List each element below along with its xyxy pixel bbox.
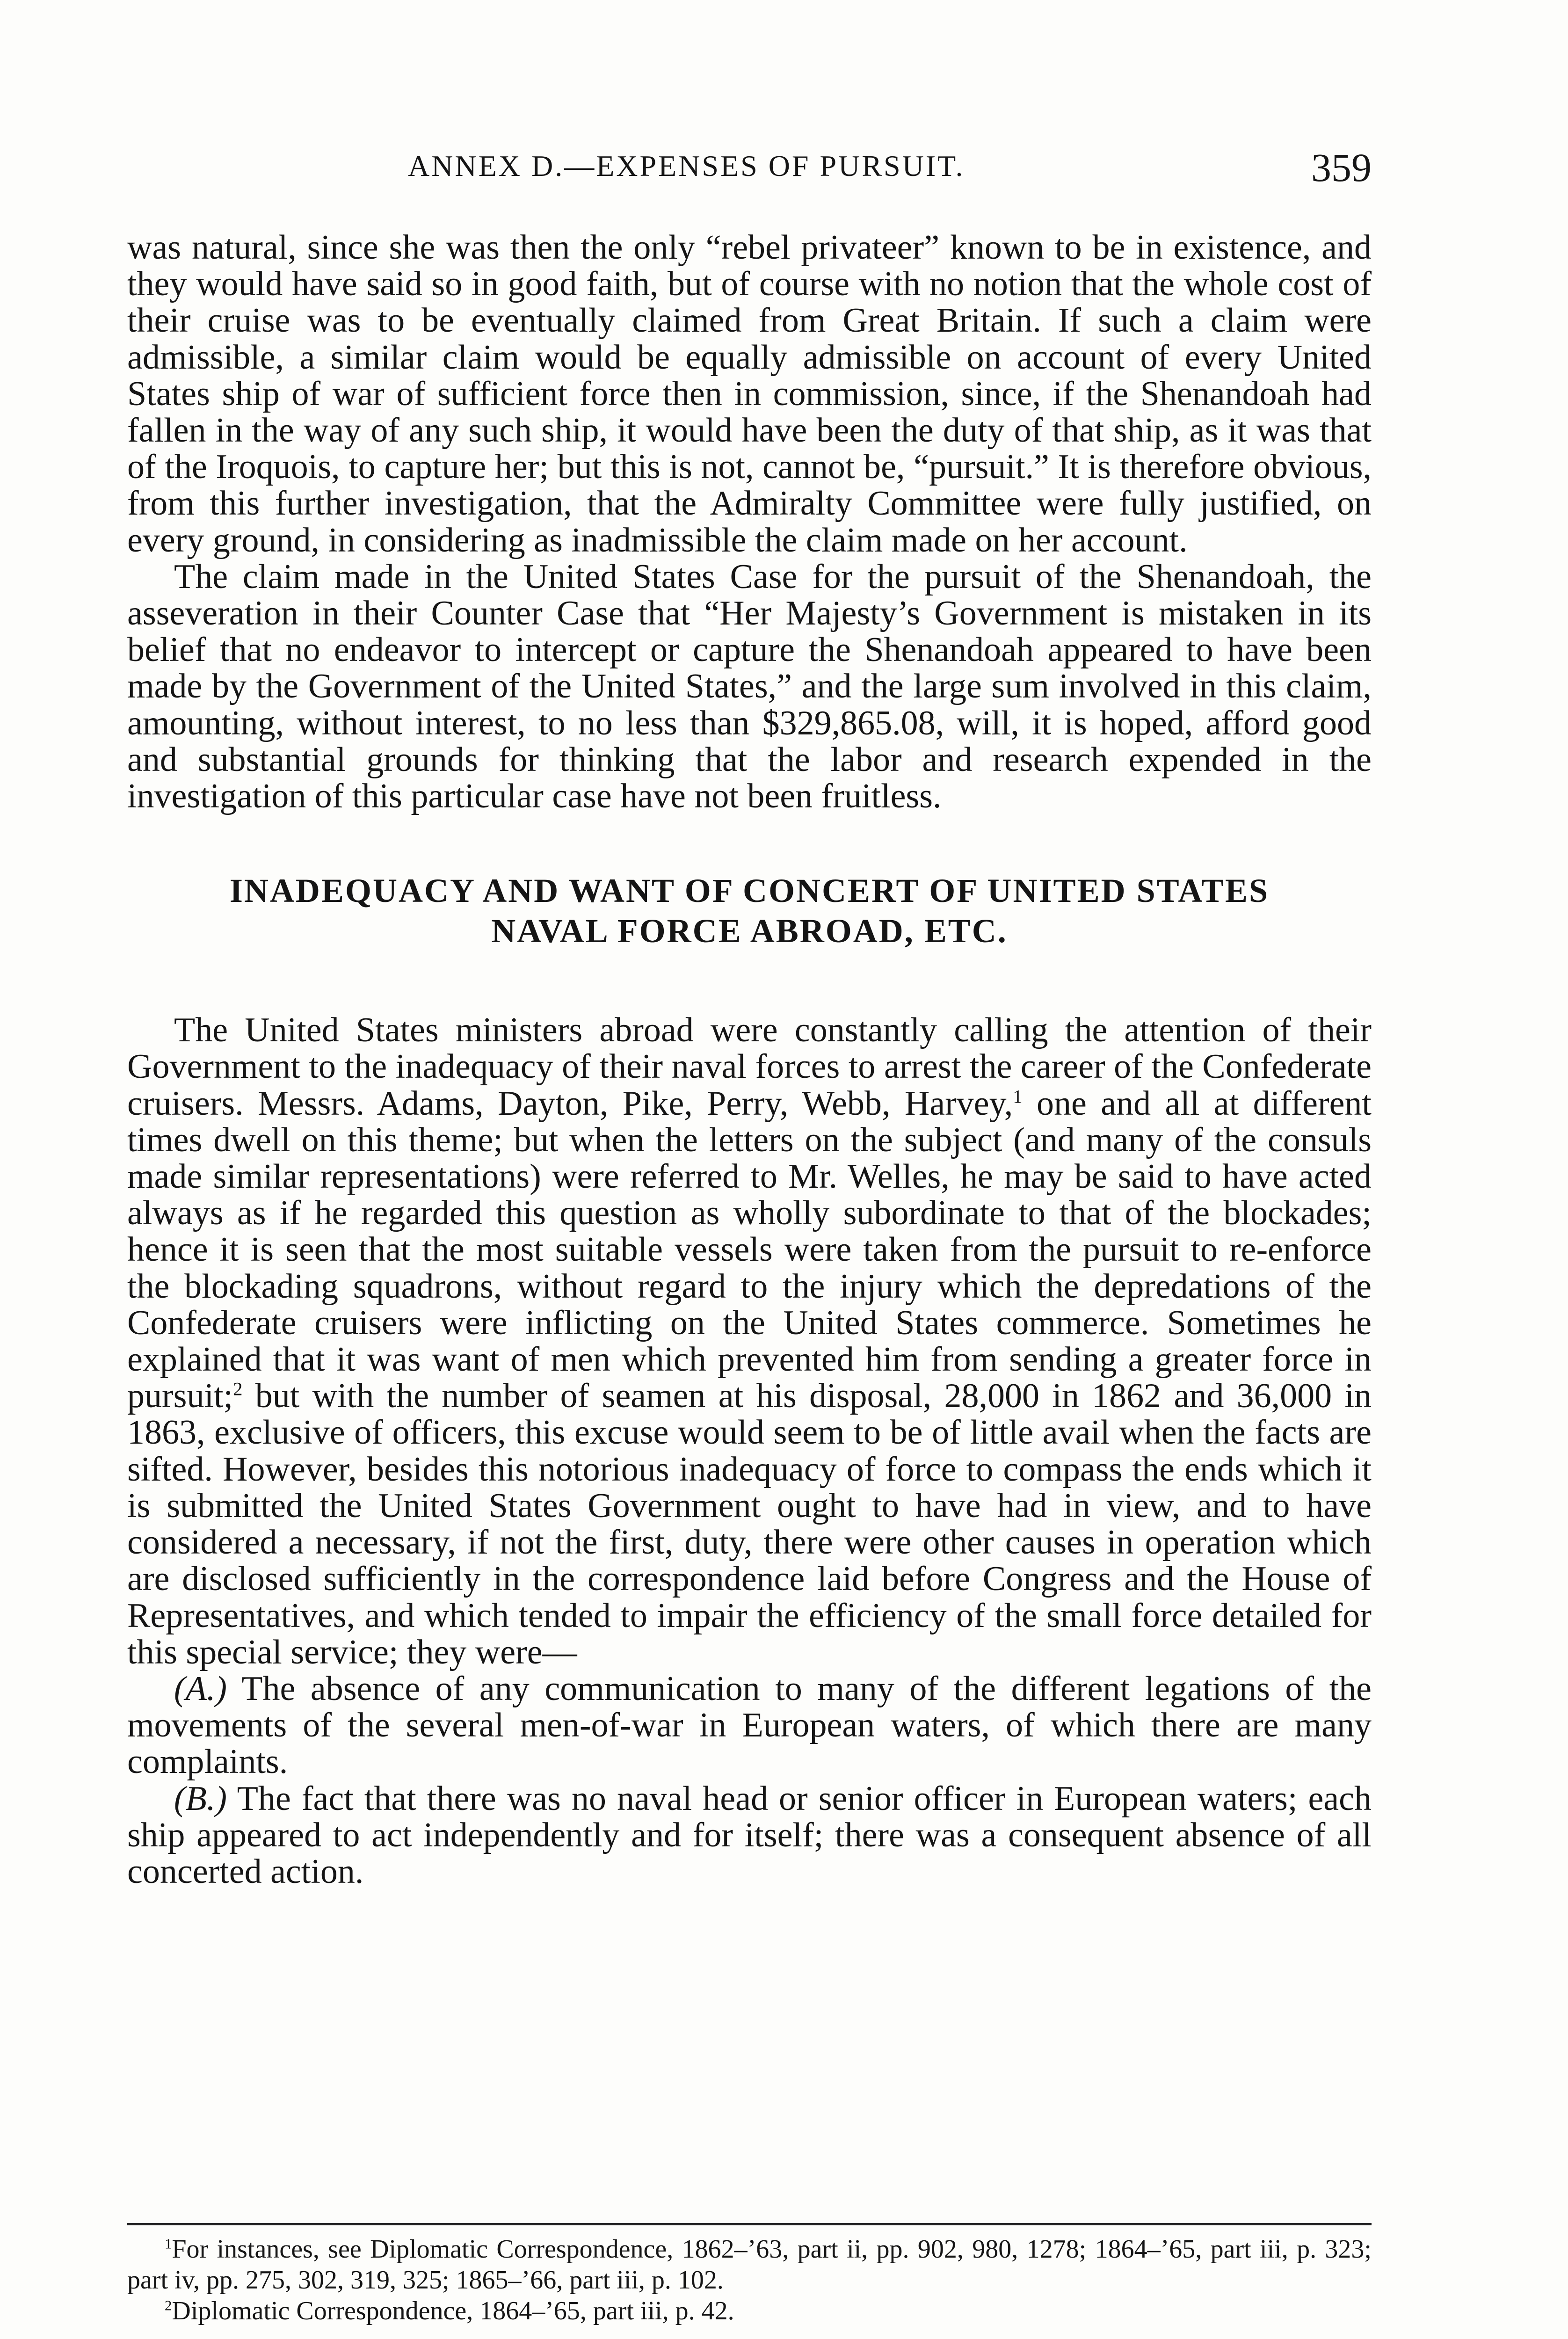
paragraph-shenandoah-claim: The claim made in the United States Case for the pursuit of the Shenandoah, the asseveration in their Counter Case that “Her Majesty’s Government is mistaken in its belief that no endeavor to intercept or capture the Shenandoah appeared to have been made by the Government of the United States,” and the large sum involved in this claim, amounting, without interest, to no less than $329,865.08, will, it is hoped, afford good and substantial grounds for thinking that the labor and research expended in the investigation of this particular case have not been fruitless. [127,557,1372,816]
footnotes [127,2223,1372,2326]
section-heading [127,871,1372,951]
paragraph-text: one and all at different times dwell on this theme; but when the letters on the subject (and many of the consuls made similar representations) were referred to Mr. Welles, he may be said to have acted always as if he regarded this question as wholly subordinate to that of the blockades; hence it is seen that the most suitable vessels were taken from the pursuit to re-enforce the blockading squadrons, without regard to the injury which the depredations of the Confederate cruisers were inflicting on the United States commerce. Sometimes he explained that it was want of men which prevented him from sending a greater force in pursuit; [127,1084,1372,1416]
paragraph-naval-inadequacy [127,1012,1372,1671]
running-head [127,145,1372,200]
footnote-mark-1: 1 [165,2236,172,2252]
footnote-1 [127,2234,1372,2295]
page-number: 359 [1311,145,1372,190]
list-item-a [127,1671,1372,1780]
list-marker-a: (A.) [174,1669,227,1708]
footnote-reference-1: 1 [1013,1086,1023,1107]
paragraph-text: The United States ministers abroad were constantly calling the attention of their Government to the inadequacy of their naval forces to arrest the career of the Confederate cruisers. Messrs. Adams, Dayton, Pike, Perry, Webb, Harvey, [127,1011,1372,1123]
list-marker-b: (B.) [174,1779,227,1818]
list-item-b [127,1780,1372,1890]
list-item-text: The absence of any communication to many of the different legations of the movements of the several men-of-war in European waters, of which there are many complaints. [127,1669,1372,1781]
section-heading-line-1: INADEQUACY AND WANT OF CONCERT OF UNITED STATES [229,872,1270,910]
footnote-reference-2: 2 [233,1378,243,1400]
paragraph-continuation: was natural, since she was then the only “rebel privateer” known to be in existence, and they would have said so in good faith, but of course with no notion that the whole cost of their cruise was to be eventually claimed from Great Britain. If such a claim were admissible, a similar claim would be equally admissible on account of every United States ship of war of sufficient force then in commission, since, if the Shenandoah had fallen in the way of any such ship, it would have been the duty of that ship, as it was that of the Iroquois, to capture her; but this is not, cannot be, “pursuit.” It is therefore obvious, from this further investigation, that the Admiralty Committee were fully justified, on every ground, in considering as inadmissible the claim made on her account. [127,228,1372,559]
running-title: ANNEX D.—EXPENSES OF PURSUIT. [408,149,965,182]
paragraph-text: but with the number of seamen at his disposal, 28,000 in 1862 and 36,000 in 1863, exclusive of officers, this excuse would seem to be of little avail when the facts are sifted. However, besides this notorious inadequacy of force to compass the ends which it is submitted the United States Government ought to have had in view, and to have considered a necessary, if not the first, duty, there were other causes in operation which are disclosed sufficiently in the correspondence laid before Congress and the House of Representatives, and which tended to impair the efficiency of the small force detailed for this special service; they were— [127,1377,1372,1671]
section-heading-line-2: NAVAL FORCE ABROAD, ETC. [491,912,1008,950]
list-item-text: The fact that there was no naval head or senior officer in European waters; each ship appeared to act independently and for itself; there was a consequent absence of all concerted action. [127,1779,1372,1891]
footnote-mark-2: 2 [165,2297,172,2314]
main-text [127,229,1372,1890]
footnote-2 [127,2295,1372,2326]
footnote-text: Diplomatic Correspondence, 1864–’65, part iii, p. 42. [172,2296,734,2325]
footnote-text: For instances, see Diplomatic Correspondence, 1862–’63, part ii, pp. 902, 980, 1278; 1864–’65, part iii, p. 323; part iv, pp. 275, 302, 319, 325; 1865–’66, part iii, p. 102. [127,2235,1372,2295]
